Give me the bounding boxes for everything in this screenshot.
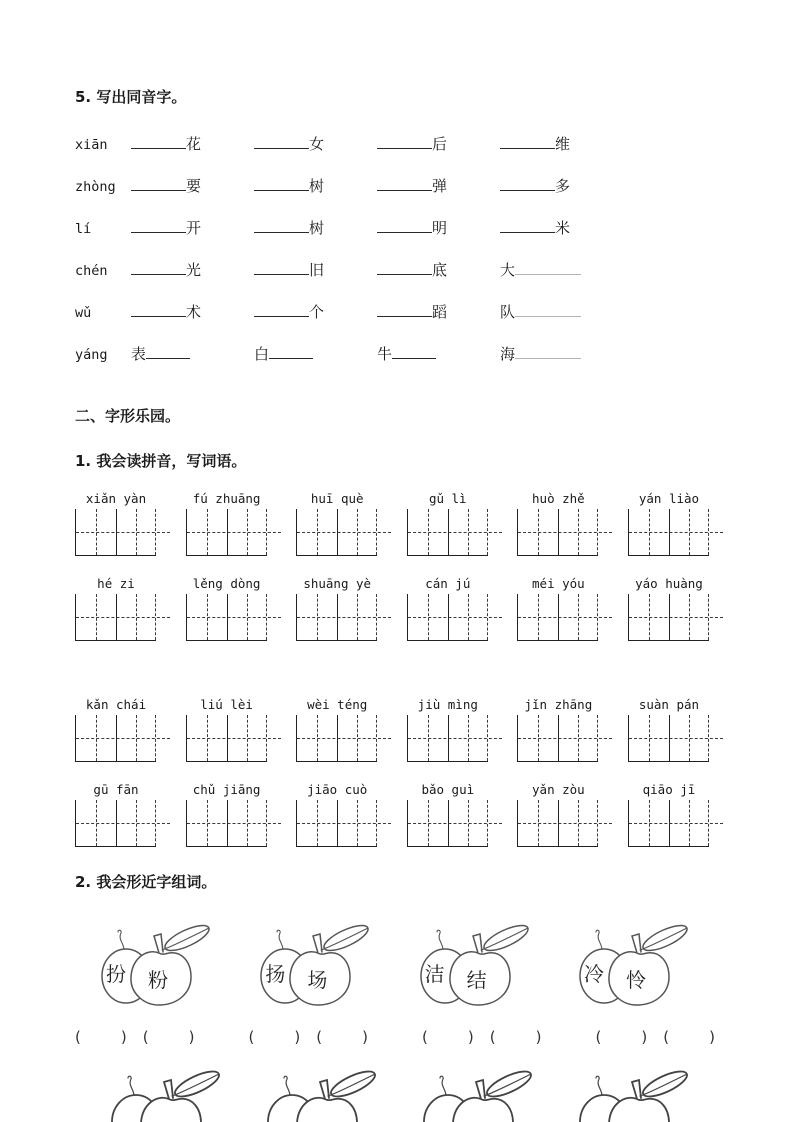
- homophone-item: [131, 259, 254, 280]
- answer-blank[interactable]: [515, 345, 581, 359]
- character-writing-grid[interactable]: [628, 509, 709, 556]
- homophone-item: [131, 343, 254, 364]
- answer-blank[interactable]: [515, 303, 581, 317]
- homophone-item: [500, 343, 581, 364]
- apple-right-character: 怜: [625, 968, 646, 992]
- paren-close: ): [120, 1028, 127, 1046]
- homophone-item: [131, 217, 254, 238]
- paren-group: [249, 1028, 368, 1046]
- homophone-item: [254, 343, 377, 364]
- apple-pair-group: [573, 922, 695, 1014]
- homophone-row-wu: [75, 301, 733, 343]
- apple-pair-drawing: [573, 1068, 695, 1122]
- character-writing-grid[interactable]: [186, 594, 267, 641]
- paren-group: [75, 1028, 194, 1046]
- paren-close: ): [362, 1028, 368, 1046]
- given-character: 光: [186, 261, 202, 279]
- homophone-item: [131, 175, 254, 196]
- homophone-item: [377, 133, 500, 154]
- answer-paren-blank[interactable]: [75, 1028, 127, 1046]
- character-writing-grid[interactable]: [75, 800, 156, 847]
- answer-blank[interactable]: [377, 261, 432, 275]
- given-character: 队: [500, 303, 516, 321]
- pinyin-label: wǔ: [75, 305, 92, 321]
- given-character: 牛: [377, 345, 393, 363]
- homophone-item: [377, 301, 500, 322]
- word-grid-unit: [628, 782, 710, 847]
- paren-open: (: [248, 1028, 255, 1046]
- answer-blank[interactable]: [500, 219, 555, 233]
- pinyin-grid-row-4: [75, 782, 710, 847]
- answer-paren-blank[interactable]: [422, 1028, 474, 1046]
- character-writing-grid[interactable]: [186, 509, 267, 556]
- character-writing-grid[interactable]: [186, 800, 267, 847]
- character-writing-grid[interactable]: [407, 509, 488, 556]
- answer-blank[interactable]: [146, 345, 190, 359]
- word-grid-unit: [517, 576, 599, 641]
- apple-right-character: 场: [307, 968, 328, 992]
- word-grid-unit: [407, 576, 489, 641]
- answer-paren-blank[interactable]: [143, 1028, 195, 1046]
- pinyin-label: liú lèi: [200, 697, 253, 712]
- pinyin-label: yán liào: [638, 491, 700, 506]
- answer-blank[interactable]: [377, 219, 432, 233]
- given-character: 底: [432, 261, 448, 279]
- word-grid-unit: [628, 491, 710, 556]
- apple-right-character: 结: [466, 968, 487, 992]
- pinyin-label: yǎn zòu: [532, 782, 585, 797]
- homophone-item: [377, 175, 500, 196]
- sub1-title: 1. 我会读拼音，写词语。: [75, 452, 247, 470]
- apple-pair-drawing: [261, 1068, 383, 1122]
- given-character: 蹈: [432, 303, 448, 321]
- homophone-item: [500, 301, 581, 322]
- character-writing-grid[interactable]: [296, 800, 377, 847]
- word-grid-unit: [517, 782, 599, 847]
- answer-blank[interactable]: [377, 303, 432, 317]
- given-character: 开: [186, 219, 202, 237]
- paren-close: ): [294, 1028, 301, 1046]
- answer-paren-blank[interactable]: [316, 1028, 368, 1046]
- given-character: 明: [432, 219, 448, 237]
- apple-pair-group: [414, 922, 536, 1014]
- pinyin-label: suàn pán: [638, 697, 700, 712]
- sub2-title: 2. 我会形近字组词。: [75, 873, 217, 891]
- pinyin-label: cán jú: [425, 576, 471, 591]
- answer-blank[interactable]: [269, 345, 313, 359]
- homophone-item: [254, 217, 377, 238]
- pinyin-label: xiān: [75, 137, 108, 153]
- apple-pair-drawing: [417, 1068, 539, 1122]
- pinyin-label: jǐn zhāng: [524, 697, 593, 712]
- given-character: 后: [432, 135, 448, 153]
- pinyin-label: gū fān: [93, 782, 139, 797]
- character-writing-grid[interactable]: [628, 800, 709, 847]
- homophone-table: [75, 133, 733, 385]
- homophone-item: [131, 133, 254, 154]
- character-writing-grid[interactable]: [407, 800, 488, 847]
- paren-group: [596, 1028, 715, 1046]
- section5-title: 5. 写出同音字。: [75, 88, 187, 106]
- apple-left-character: 洁: [424, 962, 445, 986]
- pinyin-label: yáo huàng: [635, 576, 703, 591]
- word-grid-unit: [628, 697, 710, 762]
- word-grid-unit: [75, 576, 157, 641]
- word-grid-unit: [517, 491, 599, 556]
- character-writing-grid[interactable]: [296, 715, 377, 762]
- paren-group: [422, 1028, 541, 1046]
- pinyin-label: huò zhě: [532, 491, 585, 506]
- pinyin-label: huī què: [310, 491, 364, 506]
- given-character: 树: [309, 177, 325, 195]
- character-writing-grid[interactable]: [517, 715, 598, 762]
- paren-close: ): [188, 1028, 195, 1046]
- given-character: 花: [186, 135, 202, 153]
- apple-pair-drawing: [105, 1068, 227, 1122]
- given-character: 弹: [432, 177, 448, 195]
- word-grid-unit: [296, 491, 378, 556]
- apple-pairs-row-empty: [75, 1068, 695, 1122]
- pinyin-label: yáng: [75, 347, 108, 363]
- given-character: 要: [186, 177, 202, 195]
- apple-left-character: 冷: [583, 962, 604, 986]
- answer-blank[interactable]: [500, 135, 555, 149]
- homophone-row-chen: [75, 259, 733, 301]
- character-writing-grid[interactable]: [517, 800, 598, 847]
- homophone-row-zhong: [75, 175, 733, 217]
- character-writing-grid[interactable]: [407, 594, 488, 641]
- answer-blank[interactable]: [515, 261, 581, 275]
- pinyin-grid-row-3: [75, 697, 710, 762]
- apple-pairs-row-filled: [75, 922, 695, 1014]
- answer-blank[interactable]: [131, 135, 186, 149]
- character-writing-grid[interactable]: [75, 594, 156, 641]
- homophone-row-li: [75, 217, 733, 259]
- word-grid-unit: [186, 782, 268, 847]
- homophone-item: [254, 175, 377, 196]
- given-character: 树: [309, 219, 325, 237]
- paren-open: (: [142, 1028, 149, 1046]
- character-writing-grid[interactable]: [186, 715, 267, 762]
- character-writing-grid[interactable]: [296, 594, 377, 641]
- apple-right-character: 粉: [148, 968, 168, 992]
- word-grid-unit: [628, 576, 710, 641]
- word-grid-unit: [186, 697, 268, 762]
- answer-paren-blank[interactable]: [663, 1028, 715, 1046]
- answer-blank[interactable]: [392, 345, 436, 359]
- character-writing-grid[interactable]: [628, 715, 709, 762]
- word-grid-unit: [75, 782, 157, 847]
- paren-close: ): [641, 1028, 648, 1046]
- paren-open: (: [422, 1028, 428, 1046]
- word-grid-unit: [517, 697, 599, 762]
- apple-pair-group: [254, 922, 376, 1014]
- paren-close: ): [709, 1028, 715, 1046]
- word-grid-unit: [407, 782, 489, 847]
- answer-blank[interactable]: [377, 135, 432, 149]
- homophone-item: [500, 217, 570, 238]
- pinyin-label: jiù mìng: [417, 697, 478, 712]
- word-grid-unit: [296, 782, 378, 847]
- given-character: 个: [309, 303, 325, 321]
- given-character: 旧: [309, 261, 325, 279]
- given-character: 表: [131, 345, 147, 363]
- homophone-item: [500, 259, 581, 280]
- paren-open: (: [595, 1028, 602, 1046]
- word-grid-unit: [296, 576, 378, 641]
- apple-pair-group-empty[interactable]: [417, 1068, 539, 1122]
- homophone-item: [377, 259, 500, 280]
- pinyin-grid-row-2: [75, 576, 710, 641]
- character-writing-grid[interactable]: [407, 715, 488, 762]
- homophone-item: [254, 301, 377, 322]
- answer-blank[interactable]: [131, 219, 186, 233]
- homophone-item: [254, 133, 377, 154]
- homophone-item: [377, 217, 500, 238]
- character-writing-grid[interactable]: [75, 715, 156, 762]
- given-character: 白: [254, 345, 270, 363]
- character-writing-grid[interactable]: [517, 509, 598, 556]
- paren-close: ): [535, 1028, 542, 1046]
- given-character: 女: [309, 135, 325, 153]
- answer-blank[interactable]: [254, 177, 309, 191]
- answer-blank[interactable]: [500, 177, 555, 191]
- answer-blank[interactable]: [254, 219, 309, 233]
- pinyin-label: shuāng yè: [303, 576, 372, 591]
- pinyin-label: lěng dòng: [192, 576, 261, 591]
- homophone-item: [500, 133, 570, 154]
- pinyin-label: chǔ jiāng: [192, 782, 261, 797]
- character-writing-grid[interactable]: [517, 594, 598, 641]
- word-grid-unit: [186, 491, 268, 556]
- answer-paren-blank[interactable]: [249, 1028, 301, 1046]
- paren-open: (: [316, 1028, 323, 1046]
- answer-blank[interactable]: [377, 177, 432, 191]
- pinyin-label: wèi téng: [307, 697, 368, 712]
- answer-paren-blank[interactable]: [490, 1028, 542, 1046]
- apple-pair-group: [95, 922, 217, 1014]
- pinyin-label: jiāo cuò: [307, 782, 368, 797]
- answer-blank[interactable]: [254, 303, 309, 317]
- pinyin-label: kǎn chái: [85, 697, 147, 712]
- apple-left-character: 扬: [265, 962, 286, 986]
- answer-blank[interactable]: [131, 261, 186, 275]
- given-character: 米: [555, 219, 571, 237]
- word-grid-unit: [296, 697, 378, 762]
- pinyin-label: xiǎn yàn: [85, 491, 147, 506]
- paren-open: (: [75, 1028, 81, 1046]
- given-character: 术: [186, 303, 202, 321]
- given-character: 多: [555, 177, 571, 195]
- paren-open: (: [489, 1028, 496, 1046]
- pinyin-label: qiāo jī: [642, 782, 696, 797]
- pinyin-label: zhòng: [75, 179, 116, 195]
- pinyin-label: méi yóu: [532, 576, 585, 591]
- homophone-row-yang: [75, 343, 733, 385]
- homophone-row-xian: [75, 133, 733, 175]
- pinyin-label: lí: [75, 221, 92, 237]
- given-character: 海: [500, 345, 516, 363]
- homophone-item: [131, 301, 254, 322]
- pinyin-grid-row-1: [75, 491, 710, 556]
- pinyin-label: chén: [75, 263, 108, 279]
- homophone-item: [254, 259, 377, 280]
- apple-left-character: 扮: [106, 962, 126, 986]
- word-grid-unit: [186, 576, 268, 641]
- given-character: 维: [555, 135, 571, 153]
- character-writing-grid[interactable]: [296, 509, 377, 556]
- homophone-item: [500, 175, 570, 196]
- answer-parentheses-row: [75, 1028, 715, 1046]
- apple-pair-group-empty[interactable]: [573, 1068, 695, 1122]
- homophone-item: [377, 343, 500, 364]
- word-grid-unit: [75, 491, 157, 556]
- character-writing-grid[interactable]: [628, 594, 709, 641]
- pinyin-label: bǎo guì: [421, 782, 475, 797]
- paren-close: ): [467, 1028, 474, 1046]
- pinyin-label: hé zi: [97, 576, 135, 591]
- pinyin-label: fú zhuāng: [192, 491, 261, 506]
- answer-paren-blank[interactable]: [596, 1028, 648, 1046]
- word-grid-unit: [75, 697, 157, 762]
- paren-open: (: [663, 1028, 670, 1046]
- answer-blank[interactable]: [131, 303, 186, 317]
- character-writing-grid[interactable]: [75, 509, 156, 556]
- section2-title: 二、字形乐园。: [75, 407, 181, 425]
- answer-blank[interactable]: [254, 261, 309, 275]
- word-grid-unit: [407, 491, 489, 556]
- answer-blank[interactable]: [254, 135, 309, 149]
- apple-pair-group-empty[interactable]: [105, 1068, 227, 1122]
- word-grid-unit: [407, 697, 489, 762]
- answer-blank[interactable]: [131, 177, 186, 191]
- pinyin-label: gǔ lì: [428, 491, 467, 506]
- apple-pair-group-empty[interactable]: [261, 1068, 383, 1122]
- given-character: 大: [500, 261, 516, 279]
